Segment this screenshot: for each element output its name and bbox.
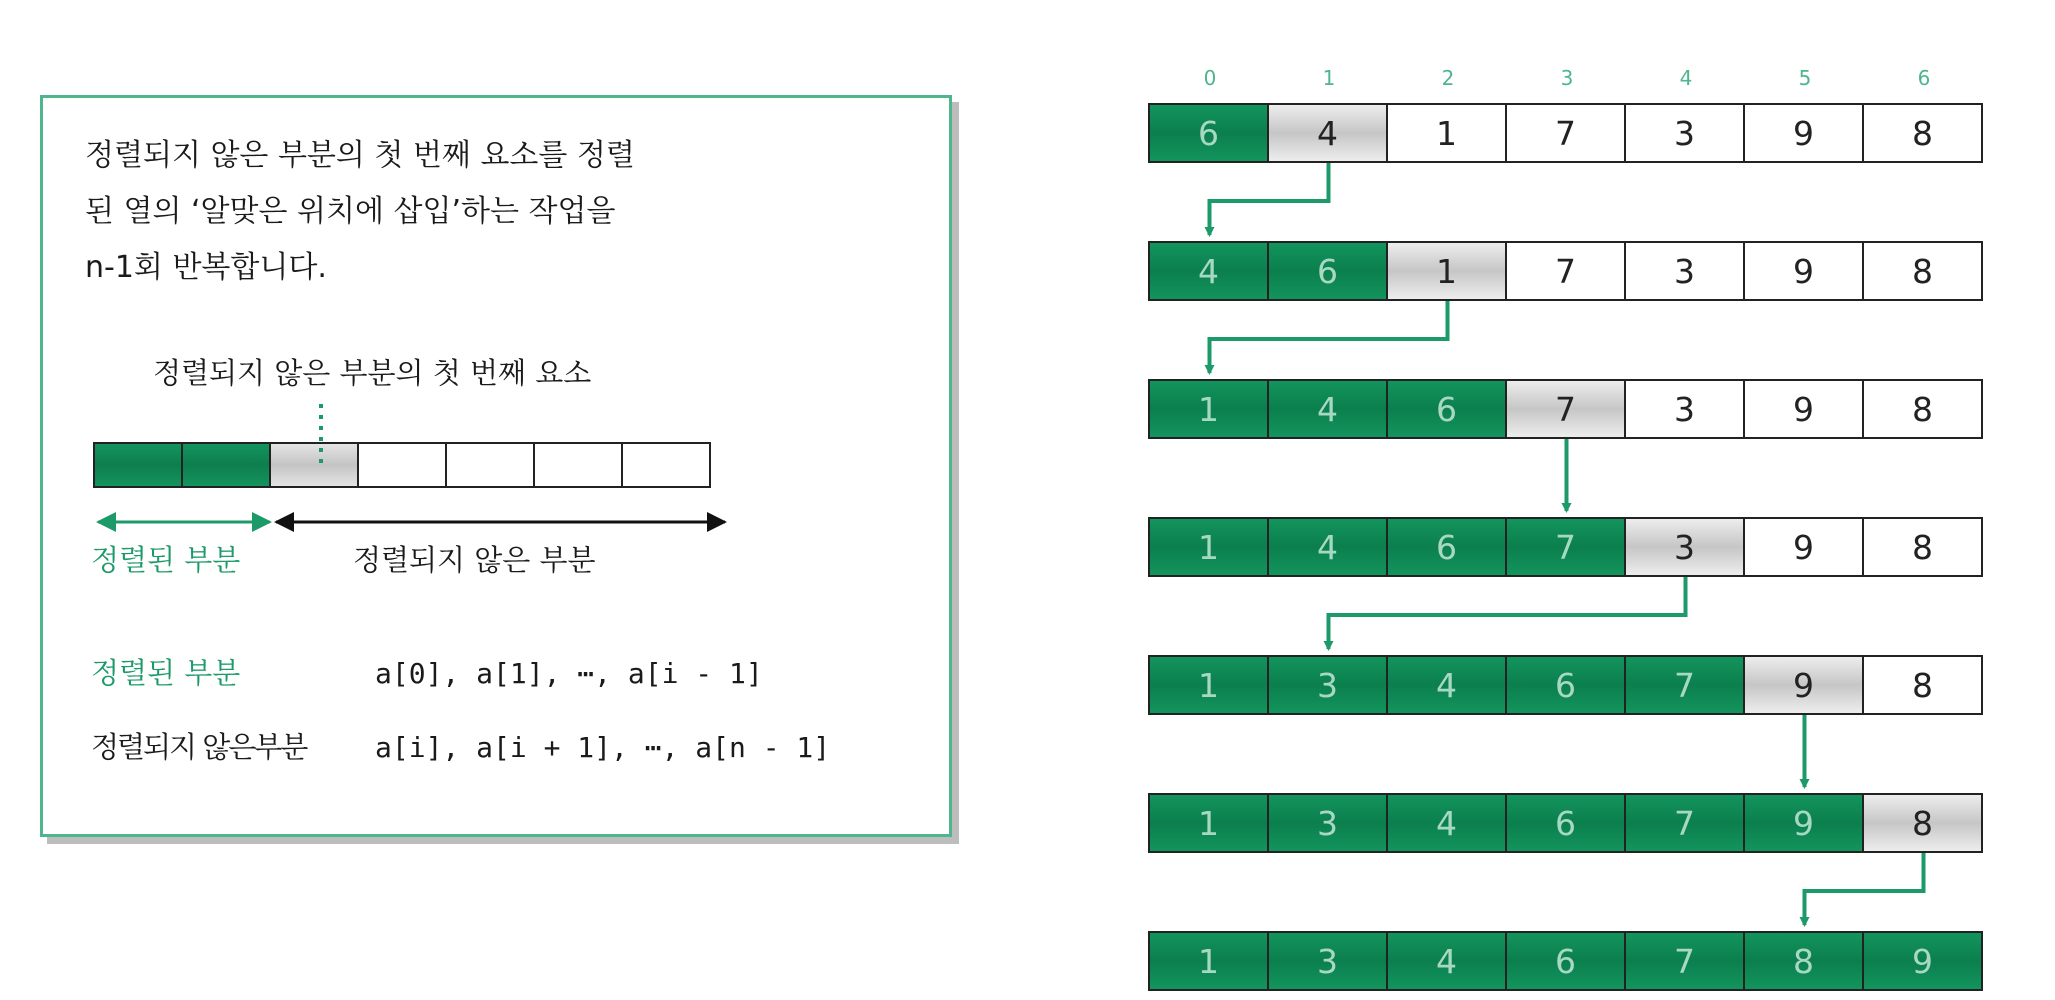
step-7-cell-0: 1 [1148, 931, 1269, 991]
step-6-cell-2: 4 [1386, 793, 1507, 853]
step-2-cell-1: 6 [1267, 241, 1388, 301]
step-1-cell-2: 1 [1386, 103, 1507, 163]
index-label-4: 4 [1679, 66, 1693, 90]
description-line-3: n-1회 반복합니다. [85, 250, 327, 285]
step-4-cell-5: 9 [1743, 517, 1864, 577]
step-4-cell-3: 7 [1505, 517, 1626, 577]
step-5-cell-6: 8 [1862, 655, 1983, 715]
index-label-1: 1 [1322, 66, 1336, 90]
step-3-cell-4: 3 [1624, 379, 1745, 439]
step-5-cell-4: 7 [1624, 655, 1745, 715]
step-2-cell-5: 9 [1743, 241, 1864, 301]
step-6-cell-1: 3 [1267, 793, 1388, 853]
step-2-cell-6: 8 [1862, 241, 1983, 301]
sorted-part-label: 정렬된 부분 [91, 543, 241, 577]
step-2-cell-2: 1 [1386, 241, 1507, 301]
step-7-cell-3: 6 [1505, 931, 1626, 991]
sorted-range-value: a[0], a[1], ⋯, a[i - 1] [375, 657, 763, 690]
step-1-cell-4: 3 [1624, 103, 1745, 163]
step-5-cell-3: 6 [1505, 655, 1626, 715]
step-7-cell-6: 9 [1862, 931, 1983, 991]
description-line-2: 된 열의 ‘알맞은 위치에 삽입’하는 작업을 [85, 194, 616, 229]
step-4-cell-4: 3 [1624, 517, 1745, 577]
description-line-1: 정렬되지 않은 부분의 첫 번째 요소를 정렬 [85, 138, 635, 173]
step-1-insert-arrow [1210, 163, 1329, 235]
step-4-cell-6: 8 [1862, 517, 1983, 577]
unsorted-range-label: 정렬되지 않은부분 [91, 730, 307, 764]
step-3-cell-3: 7 [1505, 379, 1626, 439]
index-label-6: 6 [1917, 66, 1931, 90]
step-1-cell-1: 4 [1267, 103, 1388, 163]
step-3-cell-1: 4 [1267, 379, 1388, 439]
step-2-cell-3: 7 [1505, 241, 1626, 301]
step-7-cell-1: 3 [1267, 931, 1388, 991]
index-label-5: 5 [1798, 66, 1812, 90]
step-7-cell-5: 8 [1743, 931, 1864, 991]
step-3-cell-2: 6 [1386, 379, 1507, 439]
step-1-cell-0: 6 [1148, 103, 1269, 163]
step-1-cell-3: 7 [1505, 103, 1626, 163]
step-1-cell-5: 9 [1743, 103, 1864, 163]
step-3-cell-6: 8 [1862, 379, 1983, 439]
step-5-cell-2: 4 [1386, 655, 1507, 715]
unsorted-part-label: 정렬되지 않은 부분 [353, 543, 596, 577]
step-5-cell-0: 1 [1148, 655, 1269, 715]
unsorted-range-value: a[i], a[i + 1], ⋯, a[n - 1] [375, 731, 831, 764]
step-6-cell-6: 8 [1862, 793, 1983, 853]
step-3-cell-5: 9 [1743, 379, 1864, 439]
step-4-insert-arrow [1329, 577, 1686, 649]
step-6-cell-4: 7 [1624, 793, 1745, 853]
step-4-cell-0: 1 [1148, 517, 1269, 577]
index-label-2: 2 [1441, 66, 1455, 90]
step-4-cell-1: 4 [1267, 517, 1388, 577]
first-element-label: 정렬되지 않은 부분의 첫 번째 요소 [153, 356, 592, 390]
step-6-cell-0: 1 [1148, 793, 1269, 853]
index-label-3: 3 [1560, 66, 1574, 90]
sorted-range-label: 정렬된 부분 [91, 656, 241, 690]
step-5-cell-1: 3 [1267, 655, 1388, 715]
step-3-cell-0: 1 [1148, 379, 1269, 439]
step-6-cell-5: 9 [1743, 793, 1864, 853]
step-1-cell-6: 8 [1862, 103, 1983, 163]
step-2-cell-4: 3 [1624, 241, 1745, 301]
step-5-cell-5: 9 [1743, 655, 1864, 715]
step-6-insert-arrow [1805, 853, 1924, 925]
step-6-cell-3: 6 [1505, 793, 1626, 853]
step-2-cell-0: 4 [1148, 241, 1269, 301]
step-4-cell-2: 6 [1386, 517, 1507, 577]
step-7-cell-2: 4 [1386, 931, 1507, 991]
step-7-cell-4: 7 [1624, 931, 1745, 991]
step-2-insert-arrow [1210, 301, 1448, 373]
index-label-0: 0 [1203, 66, 1217, 90]
